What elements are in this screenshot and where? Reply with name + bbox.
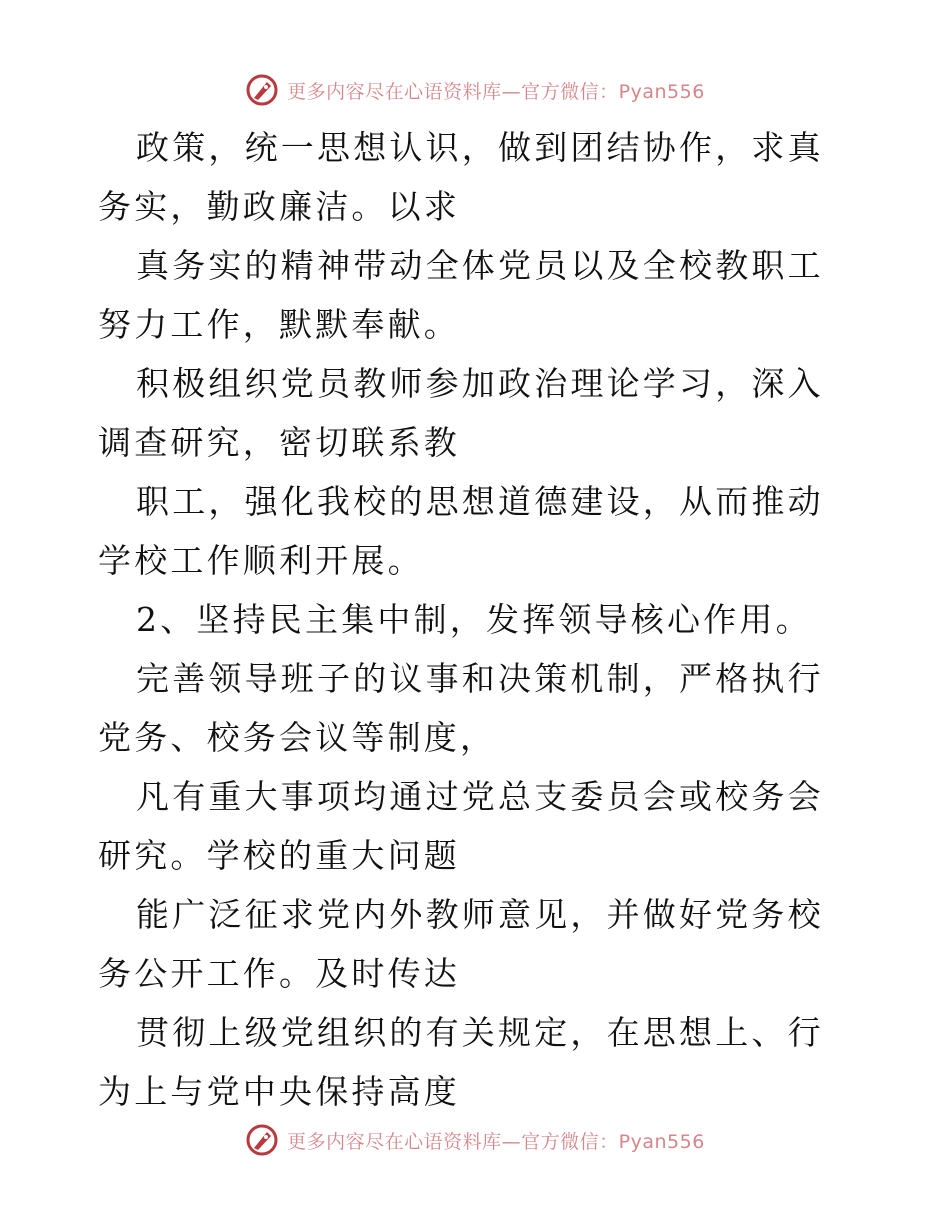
footer-banner-text: 更多内容尽在心语资料库—官方微信：Pyan556 bbox=[287, 1130, 705, 1153]
footer-banner bbox=[0, 1120, 950, 1160]
paragraph: 能广泛征求党内外教师意见，并做好党务校务公开工作。及时传达 bbox=[98, 895, 824, 993]
header-banner-text: 更多内容尽在心语资料库—官方微信：Pyan556 bbox=[287, 80, 705, 103]
paragraph: 真务实的精神带动全体党员以及全校教职工努力工作，默默奉献。 bbox=[98, 246, 824, 344]
paragraph: 贯彻上级党组织的有关规定，在思想上、行为上与党中央保持高度 bbox=[98, 1013, 824, 1111]
paragraph: 职工，强化我校的思想道德建设，从而推动学校工作顺利开展。 bbox=[98, 482, 824, 580]
paragraph: 政策，统一思想认识，做到团结协作，求真务实，勤政廉洁。以求 bbox=[98, 128, 824, 226]
header-banner bbox=[0, 70, 950, 110]
paragraph: 积极组织党员教师参加政治理论学习，深入调查研究，密切联系教 bbox=[98, 364, 824, 462]
pen-nib-logo-icon bbox=[245, 1123, 279, 1157]
paragraph: 完善领导班子的议事和决策机制，严格执行党务、校务会议等制度， bbox=[98, 659, 824, 757]
paragraph: 凡有重大事项均通过党总支委员会或校务会研究。学校的重大问题 bbox=[98, 777, 824, 875]
paragraph: 2、坚持民主集中制，发挥领导核心作用。 bbox=[136, 600, 812, 639]
document-body bbox=[98, 118, 858, 1121]
pen-nib-logo-icon bbox=[245, 73, 279, 107]
